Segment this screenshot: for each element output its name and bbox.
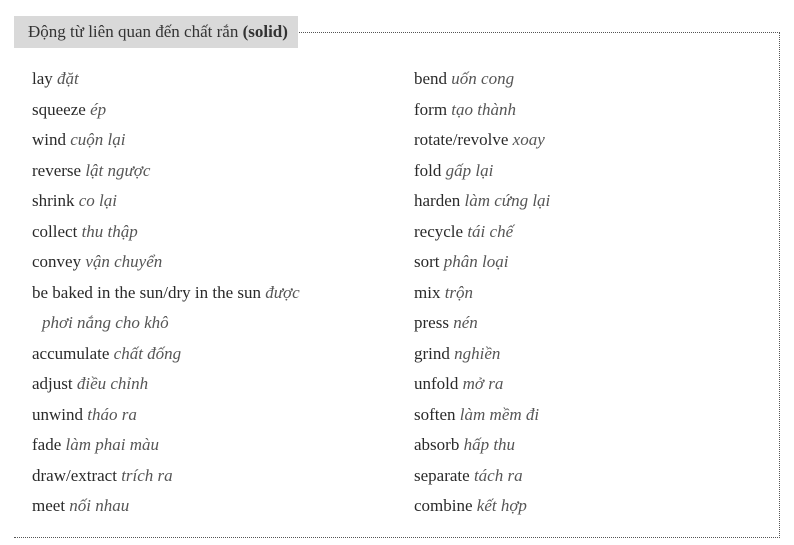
term-en: lay xyxy=(32,69,53,88)
term-vi: điều chỉnh xyxy=(76,374,149,393)
term-vi: thu thập xyxy=(81,221,138,241)
term-vi: nối nhau xyxy=(69,496,130,515)
term-en: wind xyxy=(32,130,66,149)
term-vi: uốn cong xyxy=(451,69,515,88)
term-en: sort xyxy=(414,252,440,271)
vocab-row xyxy=(414,278,764,309)
vocab-row xyxy=(414,156,764,187)
vocab-row xyxy=(414,64,764,95)
term-vi: làm cứng lại xyxy=(464,191,551,210)
term-en: meet xyxy=(32,496,66,515)
term-vi: tái chế xyxy=(467,221,514,241)
term-en: fold xyxy=(414,160,442,180)
term-vi: hấp thu xyxy=(463,435,516,454)
vocab-row xyxy=(32,491,412,522)
term-en: grind xyxy=(414,343,450,363)
vocab-row xyxy=(32,339,412,370)
term-vi: làm phai màu xyxy=(65,435,160,454)
section-title xyxy=(14,16,298,48)
vocab-row xyxy=(414,339,764,370)
vocab-row xyxy=(414,400,764,431)
term-en: adjust xyxy=(32,374,73,393)
vocab-row xyxy=(32,400,412,431)
vocab-row xyxy=(414,125,764,156)
term-vi: kết hợp xyxy=(476,496,527,515)
term-en: unwind xyxy=(32,404,83,424)
term-vi: đặt xyxy=(57,69,79,88)
term-vi: nén xyxy=(453,313,478,332)
vocab-row xyxy=(32,217,412,248)
vocab-row xyxy=(32,247,412,278)
right-column xyxy=(414,64,764,522)
left-column xyxy=(32,64,412,522)
term-en: harden xyxy=(414,191,461,210)
term-en: collect xyxy=(32,221,78,241)
vocab-row xyxy=(32,95,412,126)
term-vi: tạo thành xyxy=(451,99,516,119)
term-en: separate xyxy=(414,465,470,485)
term-en: squeeze xyxy=(32,99,86,119)
vocab-row xyxy=(414,217,764,248)
term-en: reverse xyxy=(32,160,82,180)
vocab-row xyxy=(414,95,764,126)
vocab-row xyxy=(32,186,412,217)
vocab-row xyxy=(414,369,764,400)
term-vi: nghiền xyxy=(454,343,501,363)
term-vi: ép xyxy=(90,99,107,119)
term-vi: cuộn lại xyxy=(70,130,126,149)
term-en: absorb xyxy=(414,435,460,454)
vocab-row xyxy=(414,308,764,339)
term-vi: mở ra xyxy=(462,374,504,393)
term-vi: làm mềm đi xyxy=(459,404,540,424)
vocab-row xyxy=(414,491,764,522)
vocab-row xyxy=(414,461,764,492)
vocab-row xyxy=(414,186,764,217)
term-en: combine xyxy=(414,496,473,515)
term-en: mix xyxy=(414,282,441,302)
term-en: convey xyxy=(32,252,82,271)
vocab-row-continued xyxy=(32,308,412,339)
term-en: soften xyxy=(414,404,456,424)
term-vi: gấp lại xyxy=(445,160,494,180)
section-title-text: Động từ liên quan đến chất rắn xyxy=(28,22,239,41)
term-en: shrink xyxy=(32,191,75,210)
term-vi: phơi nắng cho khô xyxy=(42,313,169,332)
vocab-row xyxy=(32,461,412,492)
term-vi: trích ra xyxy=(121,465,173,485)
term-vi: trộn xyxy=(444,282,474,302)
term-en: be baked in the sun/dry in the sun xyxy=(32,282,261,302)
term-en: form xyxy=(414,99,448,119)
term-en: recycle xyxy=(414,221,464,241)
term-en: bend xyxy=(414,69,448,88)
term-en: fade xyxy=(32,435,62,454)
vocab-row xyxy=(32,369,412,400)
term-vi: xoay xyxy=(512,130,545,149)
vocab-row xyxy=(32,156,412,187)
term-vi: phân loại xyxy=(443,252,509,271)
term-en: accumulate xyxy=(32,343,110,363)
vocab-row xyxy=(32,64,412,95)
term-vi: tách ra xyxy=(473,465,523,485)
term-en: rotate/revolve xyxy=(414,130,509,149)
vocab-row xyxy=(32,278,412,309)
term-vi: vận chuyển xyxy=(85,252,163,271)
term-en: draw/extract xyxy=(32,465,117,485)
vocab-row xyxy=(32,430,412,461)
term-vi: lật ngược xyxy=(85,160,151,180)
section-title-term: (solid) xyxy=(242,22,288,41)
vocab-row xyxy=(414,247,764,278)
vocab-row xyxy=(414,430,764,461)
term-en: press xyxy=(414,313,449,332)
term-vi: co lại xyxy=(78,191,117,210)
term-vi: tháo ra xyxy=(87,404,137,424)
term-vi: chất đống xyxy=(113,343,182,363)
vocab-row xyxy=(32,125,412,156)
term-vi: được xyxy=(265,282,300,302)
term-en: unfold xyxy=(414,374,459,393)
